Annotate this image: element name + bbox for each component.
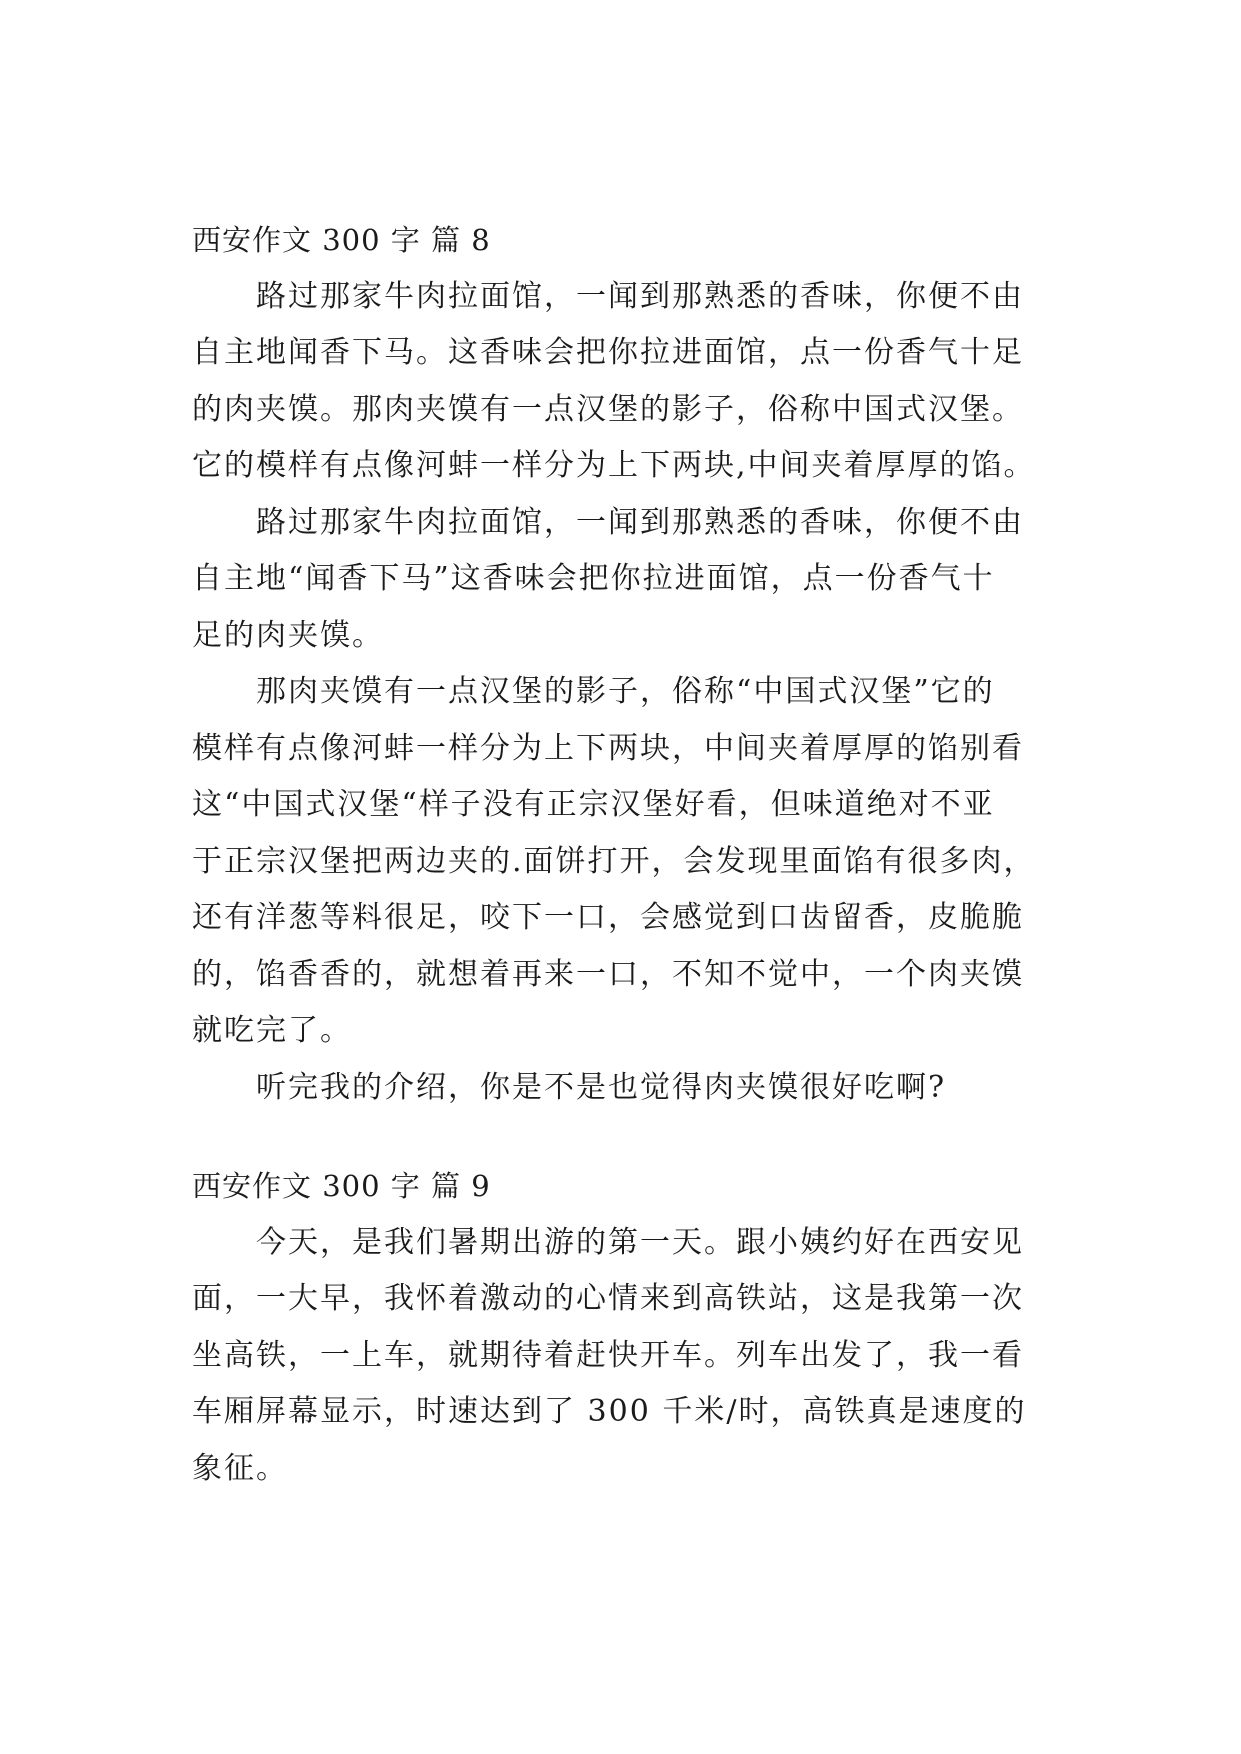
- paragraph-line: 听完我的介绍，你是不是也觉得肉夹馍很好吃啊?: [256, 1069, 947, 1105]
- paragraph-line: 自主地闻香下马。这香味会把你拉进面馆，点一份香气十足: [192, 335, 1024, 370]
- paragraph-line: 自主地“闻香下马”这香味会把你拉进面馆，点一份香气十: [192, 561, 995, 596]
- paragraph-line: 车厢屏幕显示，时速达到了 300 千米/时，高铁真是速度的: [192, 1394, 1027, 1429]
- paragraph-line: 模样有点像河蚌一样分为上下两块，中间夹着厚厚的馅别看: [192, 730, 1024, 766]
- paragraph-line: 足的肉夹馍。: [192, 617, 384, 653]
- paragraph-line: 坐高铁，一上车，就期待着赶快开车。列车出发了，我一看: [192, 1337, 1024, 1373]
- section-8-heading: 西安作文 300 字 篇 8: [192, 223, 491, 257]
- paragraph-line: 于正宗汉堡把两边夹的.面饼打开，会发现里面馅有很多肉，: [192, 843, 1036, 879]
- paragraph-line: 还有洋葱等料很足，咬下一口，会感觉到口齿留香，皮脆脆: [192, 900, 1024, 935]
- paragraph-line: 路过那家牛肉拉面馆，一闻到那熟悉的香味，你便不由: [256, 504, 1024, 540]
- paragraph-line: 那肉夹馍有一点汉堡的影子，俗称“中国式汉堡”它的: [256, 674, 995, 709]
- paragraph-line: 今天，是我们暑期出游的第一天。跟小姨约好在西安见: [256, 1224, 1024, 1260]
- section-gap: [192, 1116, 1062, 1158]
- section-9-heading: 西安作文 300 字 篇 9: [192, 1169, 491, 1203]
- paragraph-line: 路过那家牛肉拉面馆，一闻到那熟悉的香味，你便不由: [256, 278, 1024, 314]
- paragraph-line: 的肉夹馍。那肉夹馍有一点汉堡的影子，俗称中国式汉堡。: [192, 391, 1024, 427]
- paragraph-line: 这“中国式汉堡“样子没有正宗汉堡好看，但味道绝对不亚: [192, 787, 995, 822]
- paragraph-line: 就吃完了。: [192, 1013, 352, 1048]
- paragraph-line: 象征。: [192, 1450, 288, 1486]
- paragraph-line: 它的模样有点像河蚌一样分为上下两块,中间夹着厚厚的馅。: [192, 448, 1036, 483]
- document-content: [192, 212, 1062, 1497]
- paragraph-line: 的，馅香香的，就想着再来一口，不知不觉中，一个肉夹馍: [192, 956, 1024, 992]
- paragraph-line: 面，一大早，我怀着激动的心情来到高铁站，这是我第一次: [192, 1281, 1024, 1316]
